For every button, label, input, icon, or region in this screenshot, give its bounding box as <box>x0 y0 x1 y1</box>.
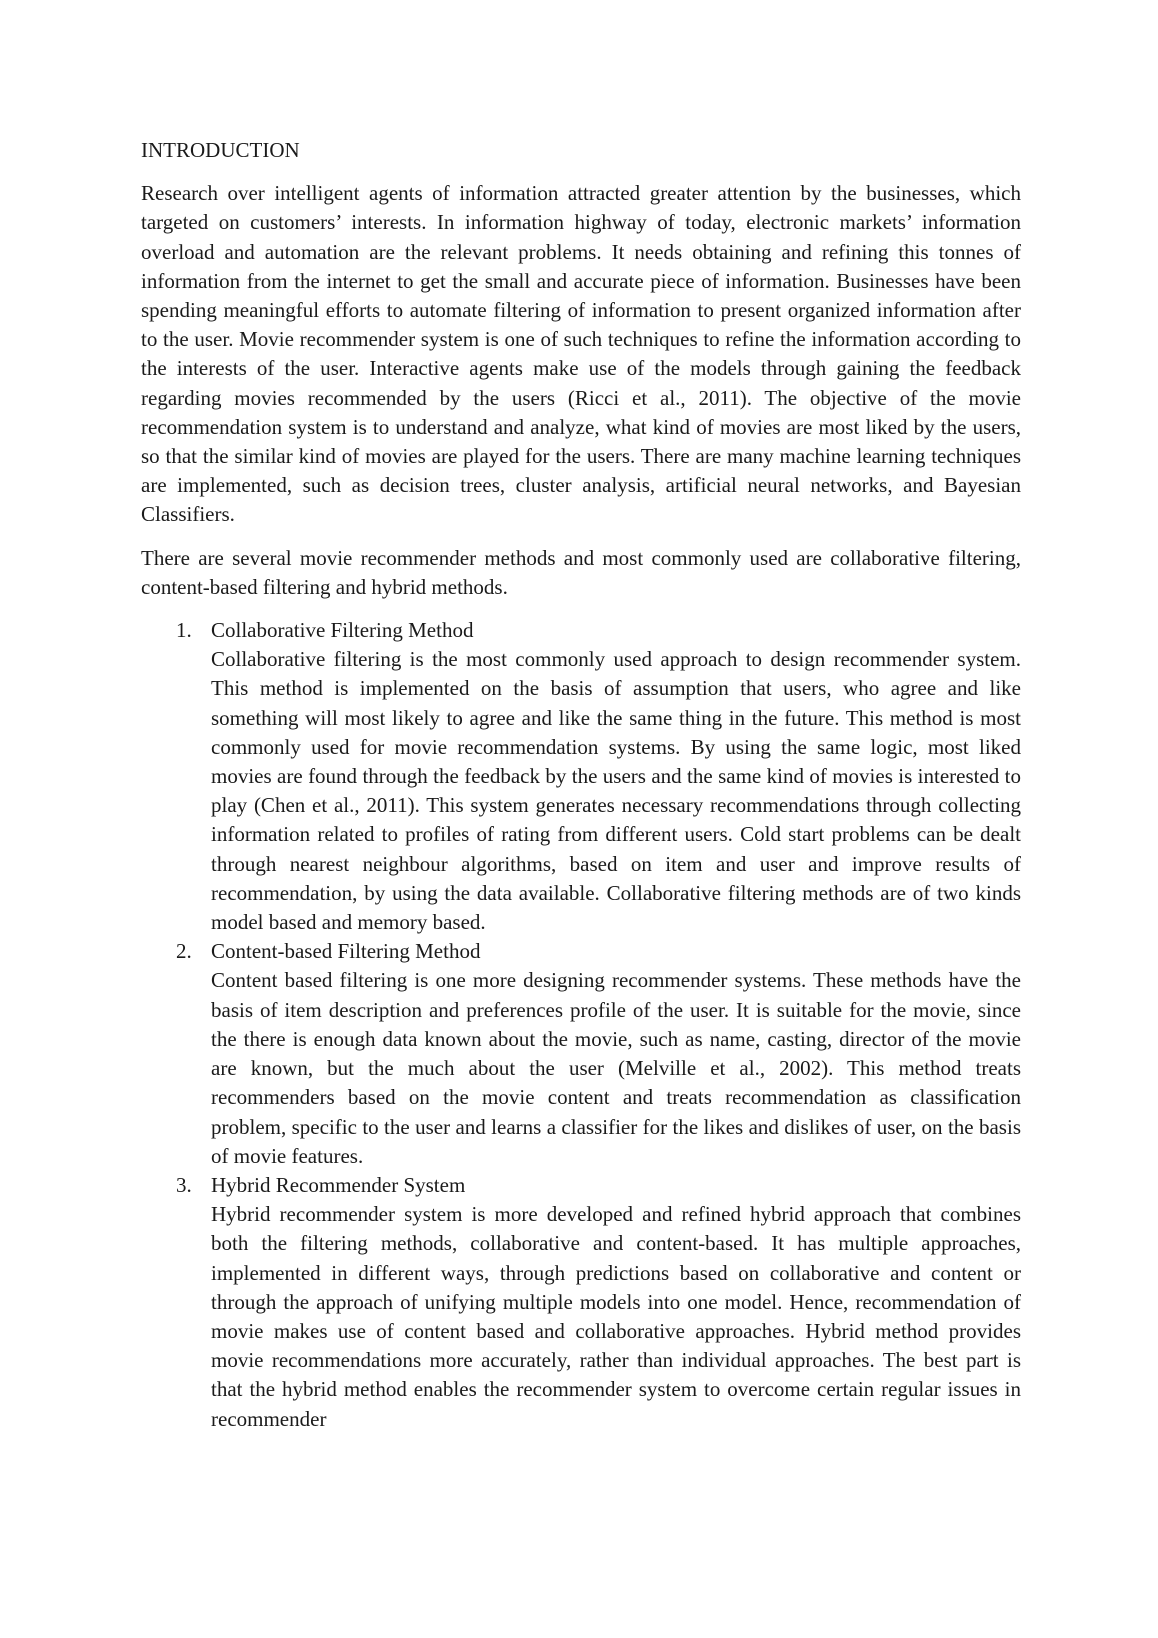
list-item-hybrid <box>141 1171 1021 1434</box>
list-item-title: Hybrid Recommender System <box>211 1172 466 1197</box>
list-item-body: Hybrid recommender system is more developed and refined hybrid approach that combines both the filtering methods, collaborative and content-based. It has multiple approaches, implemented in different ways, through predictions based on collaborative and content or through the approach of unifying multiple models into one model. Hence, recommendation of movie makes use of content based and collaborative approaches. Hybrid method provides movie recommendations more accurately, rather than individual approaches. The best part is that the hybrid method enables the recommender system to overcome certain regular issues in recommender <box>211 1202 1021 1431</box>
list-item-number: 2. <box>176 939 192 964</box>
list-item-content-based <box>141 937 1021 1171</box>
list-item-body: Content based filtering is one more designing recommender systems. These methods have the basis of item description and preferences profile of the user. It is suitable for the movie, since the there is enough data known about the movie, such as name, casting, director of the movie are known, but the much about the user (Melville et al., 2002). This method treats recommenders based on the movie content and treats recommendation as classification problem, specific to the user and learns a classifier for the likes and dislikes of user, on the basis of movie features. <box>211 968 1021 1168</box>
section-heading: INTRODUCTION <box>141 138 300 162</box>
methods-paragraph: There are several movie recommender methods and most commonly used are collaborative filtering, content-based filtering and hybrid methods. <box>141 545 1021 599</box>
intro-paragraph: Research over intelligent agents of information attracted greater attention by the businesses, which targeted on customers’ interests. In information highway of today, electronic markets’ information overload and automation are the relevant problems. It needs obtaining and refining this tonnes of information from the internet to get the small and accurate piece of information. Businesses have been spending meaningful efforts to automate filtering of information to present organized information after to the user. Movie recommender system is one of such techniques to refine the information according to the interests of the user. Interactive agents make use of the models through gaining the feedback regarding movies recommended by the users (Ricci et al., 2011). The objective of the movie recommendation system is to understand and analyze, what kind of movies are most liked by the users, so that the similar kind of movies are played for the users. There are many machine learning techniques are implemented, such as decision trees, cluster analysis, artificial neural networks, and Bayesian Classifiers. <box>141 181 1021 527</box>
list-item-number: 3. <box>176 1172 192 1197</box>
methods-list <box>141 616 1021 1434</box>
list-item-collaborative <box>141 616 1021 937</box>
list-item-title: Content-based Filtering Method <box>211 939 481 964</box>
document-page <box>141 136 1021 1434</box>
list-item-body: Collaborative filtering is the most commonly used approach to design recommender system. This method is implemented on the basis of assumption that users, who agree and like something will most likely to agree and like the same thing in the future. This method is most commonly used for movie recommendation systems. By using the same logic, most liked movies are found through the feedback by the users and the same kind of movies is interested to play (Chen et al., 2011). This system generates necessary recommendations through collecting information related to profiles of rating from different users. Cold start problems can be dealt through nearest neighbour algorithms, based on item and user and improve results of recommendation, by using the data available. Collaborative filtering methods are of two kinds model based and memory based. <box>211 647 1021 935</box>
list-item-title: Collaborative Filtering Method <box>211 618 474 643</box>
list-item-number: 1. <box>176 618 192 643</box>
